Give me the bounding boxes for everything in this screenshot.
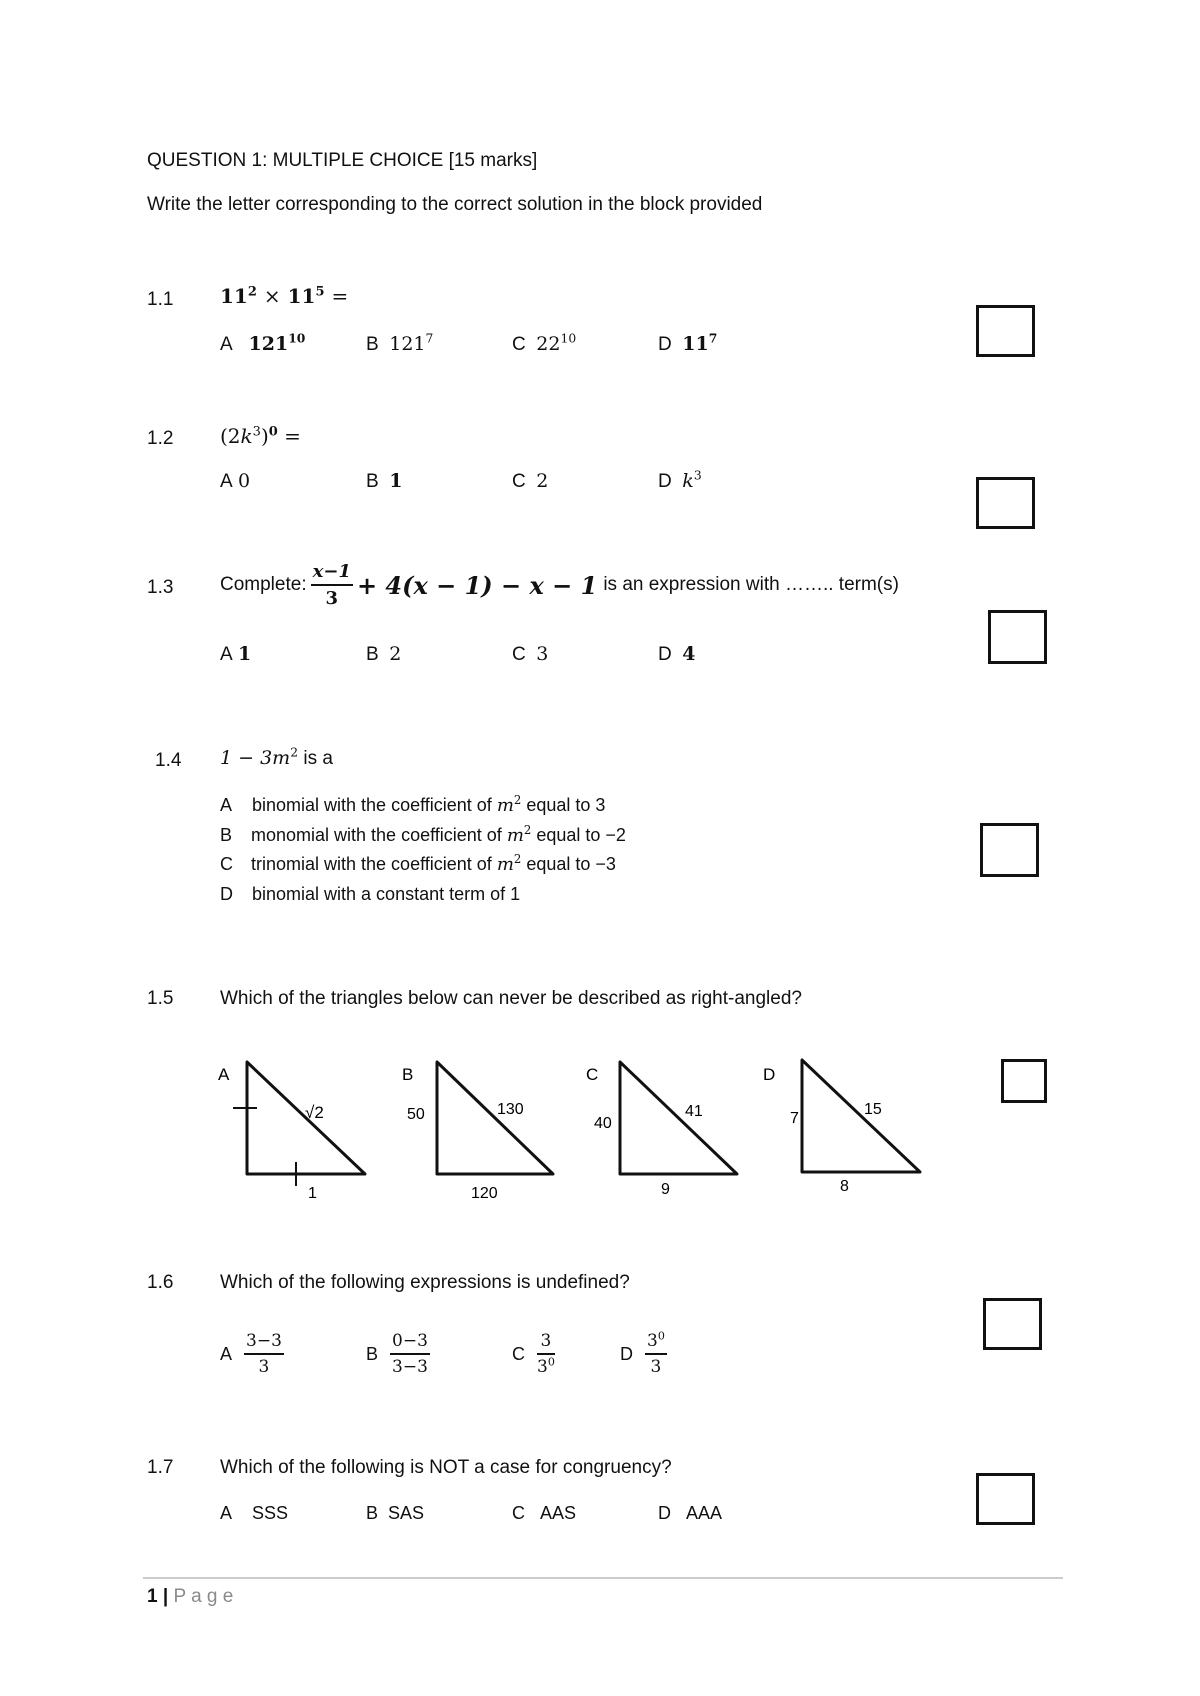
q4-stem: $1 - 3m^2$ is a bbox=[220, 745, 333, 769]
q7-answer-box[interactable] bbox=[976, 1473, 1035, 1525]
q6-number: 1.6 bbox=[147, 1272, 174, 1293]
triangle-b-side-label: 50 bbox=[407, 1106, 425, 1123]
q3-option-a: A 1 bbox=[220, 643, 252, 665]
q7-option-c: C AAS bbox=[512, 1503, 577, 1523]
q1-option-d: D $11^7$ bbox=[658, 330, 718, 355]
q2-option-d: D $k^3$ bbox=[658, 468, 702, 492]
q6-option-d: D $\frac{3^0}{3}$ bbox=[620, 1329, 665, 1377]
q1-stem: $11^2 \times 11^5$ = bbox=[220, 284, 349, 308]
q3-option-b: B 2 bbox=[366, 643, 402, 665]
q2-stem: $(2k^3)^0$ = bbox=[220, 424, 301, 448]
triangle-a-hyp-label: √2 bbox=[305, 1103, 324, 1122]
q7-number: 1.7 bbox=[147, 1457, 174, 1478]
footer-rule bbox=[143, 1577, 1063, 1579]
q3-fraction: $\frac{x-1}{3}$ bbox=[312, 561, 351, 609]
q7-question: Which of the following is NOT a case for congruency? bbox=[220, 1457, 672, 1478]
q3-stem: Complete: $\frac{x-1}{3}$ + 4(x − 1) − x − 1 is an expression with …….. term(s) bbox=[220, 561, 899, 609]
q2-option-b: B 1 bbox=[366, 470, 403, 492]
q7-option-a: A SSS bbox=[220, 1503, 289, 1523]
q6-answer-box[interactable] bbox=[983, 1298, 1042, 1350]
q4-option-a: A binomial with the coefficient of $m^2$ equal to 3 bbox=[220, 793, 606, 816]
question-heading: QUESTION 1: MULTIPLE CHOICE [15 marks] bbox=[147, 150, 538, 171]
q1-option-a: A $121^{10}$ bbox=[220, 330, 306, 355]
q7-option-b: B SAS bbox=[366, 1503, 425, 1523]
page-footer: 1 | P a g e bbox=[147, 1586, 234, 1607]
q2-number: 1.2 bbox=[147, 428, 174, 449]
q6-option-a: A $\frac{3-3}{3}$ bbox=[220, 1331, 282, 1377]
triangle-c-letter: C bbox=[586, 1065, 599, 1084]
q6-question: Which of the following expressions is undefined? bbox=[220, 1272, 630, 1293]
q3-option-d: D 4 bbox=[658, 643, 696, 665]
triangle-c bbox=[620, 1062, 737, 1174]
triangle-a-base-label: 1 bbox=[308, 1185, 317, 1202]
q5-number: 1.5 bbox=[147, 988, 174, 1009]
q4-option-b: B monomial with the coefficient of $m^2$ equal to −2 bbox=[220, 823, 626, 846]
triangle-c-base-label: 9 bbox=[661, 1181, 670, 1198]
q3-number: 1.3 bbox=[147, 577, 174, 598]
q1-option-b: B $121^7$ bbox=[366, 331, 434, 355]
triangle-d bbox=[802, 1060, 920, 1172]
q6-option-c: C $\frac{3}{3^0}$ bbox=[512, 1331, 555, 1377]
triangle-d-side-label: 7 bbox=[790, 1110, 799, 1127]
triangle-b-letter: B bbox=[402, 1065, 414, 1084]
triangle-a-letter: A bbox=[218, 1065, 230, 1084]
triangle-b-hyp-label: 130 bbox=[497, 1101, 524, 1118]
q2-option-c: C 2 bbox=[512, 470, 549, 492]
triangle-d-base-label: 8 bbox=[840, 1178, 849, 1195]
triangle-b-base-label: 120 bbox=[471, 1185, 498, 1202]
q6-option-b: B $\frac{0-3}{3-3}$ bbox=[366, 1331, 428, 1377]
triangle-c-side-label: 40 bbox=[594, 1115, 612, 1132]
q3-option-c: C 3 bbox=[512, 643, 549, 665]
q2-option-a: A 0 bbox=[220, 470, 251, 492]
q4-option-d: D binomial with a constant term of 1 bbox=[220, 884, 521, 904]
q7-option-d: D AAA bbox=[658, 1503, 723, 1523]
q1-number: 1.1 bbox=[147, 289, 174, 310]
triangle-d-hyp-label: 15 bbox=[864, 1101, 882, 1118]
q1-option-c: C $22^{10}$ bbox=[512, 331, 577, 355]
q5-question: Which of the triangles below can never be described as right-angled? bbox=[220, 988, 802, 1009]
q4-option-c: C trinomial with the coefficient of $m^2$ equal to −3 bbox=[220, 852, 616, 875]
instruction-text: Write the letter corresponding to the correct solution in the block provided bbox=[147, 194, 763, 215]
triangle-b bbox=[437, 1062, 553, 1174]
q4-number: 1.4 bbox=[155, 750, 182, 771]
triangle-d-letter: D bbox=[763, 1065, 776, 1084]
triangle-c-hyp-label: 41 bbox=[685, 1103, 703, 1120]
